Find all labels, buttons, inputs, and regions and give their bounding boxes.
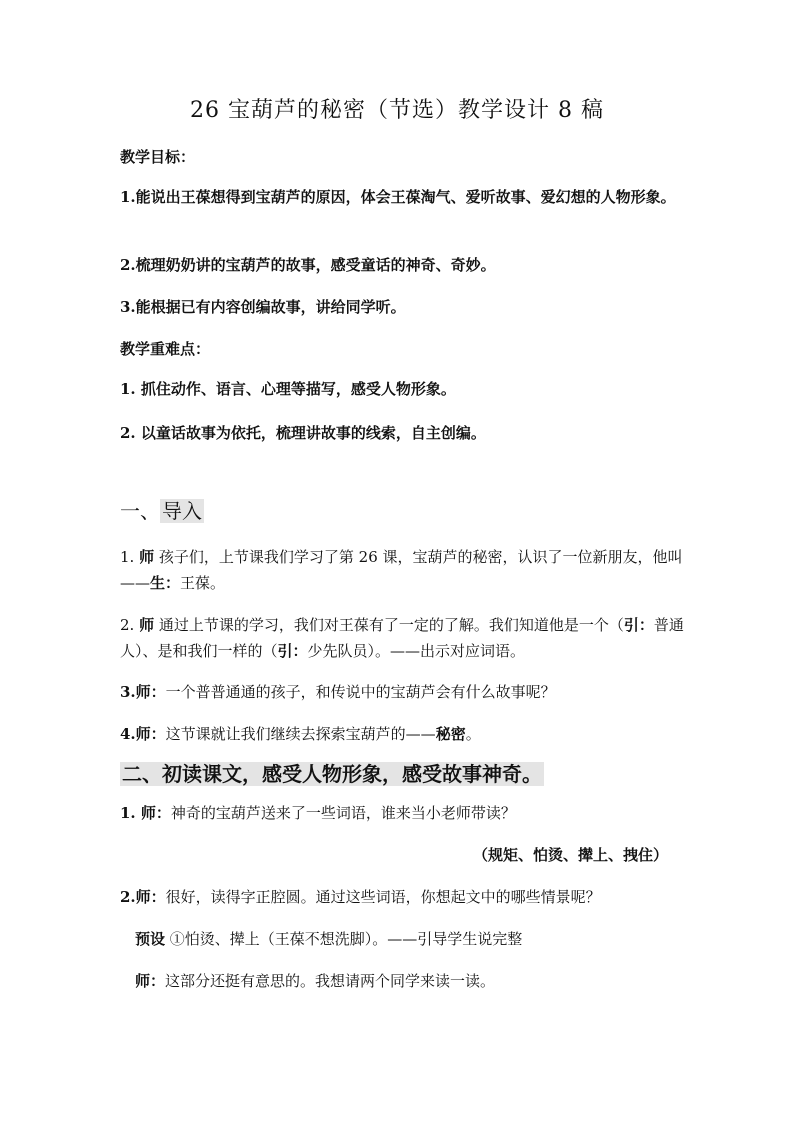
section1-paragraph-2: 2. 师 通过上节课的学习，我们对王葆有了一定的了解。我们知道他是一个（引：普通人）、是和我们一样的（引：少先队员）。——出示对应词语。 <box>120 616 684 660</box>
goals-heading: 教学目标： <box>120 148 196 166</box>
preset-label: 预设 <box>135 930 166 948</box>
key-points-heading: 教学重难点： <box>120 340 211 358</box>
section2-paragraph-1: 1. 师：神奇的宝葫芦送来了一些词语，谁来当小老师带读？ <box>120 804 516 822</box>
document-title: 26 宝葫芦的秘密（节选）教学设计 8 稿 <box>190 98 604 123</box>
student-label: 生： <box>150 574 181 592</box>
goal-item-3: 3.能根据已有内容创编故事，讲给同学听。 <box>120 298 406 316</box>
goal-item-1: 1.能说出王葆想得到宝葫芦的原因，体会王葆淘气、爱听故事、爱幻想的人物形象。 <box>120 188 676 206</box>
section1-paragraph-1: 1. 师 孩子们，上节课我们学习了第 26 课，宝葫芦的秘密，认识了一位新朋友，他叫——生：王葆。 <box>120 548 683 592</box>
key-point-item-2: 2. 以童话故事为依托，梳理讲故事的线索，自主创编。 <box>120 424 486 442</box>
teacher-label: 师 <box>139 548 155 566</box>
teacher-remark: 师：这部分还挺有意思的。我想请两个同学来读一读。 <box>135 972 496 990</box>
section1-paragraph-3: 3.师：一个普普通通的孩子，和传说中的宝葫芦会有什么故事呢？ <box>120 683 556 701</box>
goal-item-2: 2.梳理奶奶讲的宝葫芦的故事，感受童话的神奇、奇妙。 <box>120 256 496 274</box>
vocabulary-words: （规矩、怕烫、撵上、拽住） <box>472 846 668 864</box>
section2-title: 二、初读课文，感受人物形象，感受故事神奇。 <box>122 762 542 786</box>
cue-label: 引： <box>623 616 654 634</box>
section1-number: 一、 <box>120 499 160 523</box>
preset-answer: 预设 ①怕烫、撵上（王葆不想洗脚）。——引导学生说完整 <box>135 930 523 948</box>
section1-paragraph-4: 4.师：这节课就让我们继续去探索宝葫芦的——秘密。 <box>120 725 481 743</box>
teacher-label: 师 <box>139 616 155 634</box>
section1-heading <box>120 497 204 525</box>
key-point-item-1: 1. 抓住动作、语言、心理等描写，感受人物形象。 <box>120 380 456 398</box>
section1-title: 导入 <box>162 499 202 523</box>
section2-paragraph-2: 2.师：很好，读得字正腔圆。通过这些词语，你想起文中的哪些情景呢？ <box>120 888 601 906</box>
cue-label: 引： <box>277 642 308 660</box>
section2-heading <box>120 760 544 788</box>
